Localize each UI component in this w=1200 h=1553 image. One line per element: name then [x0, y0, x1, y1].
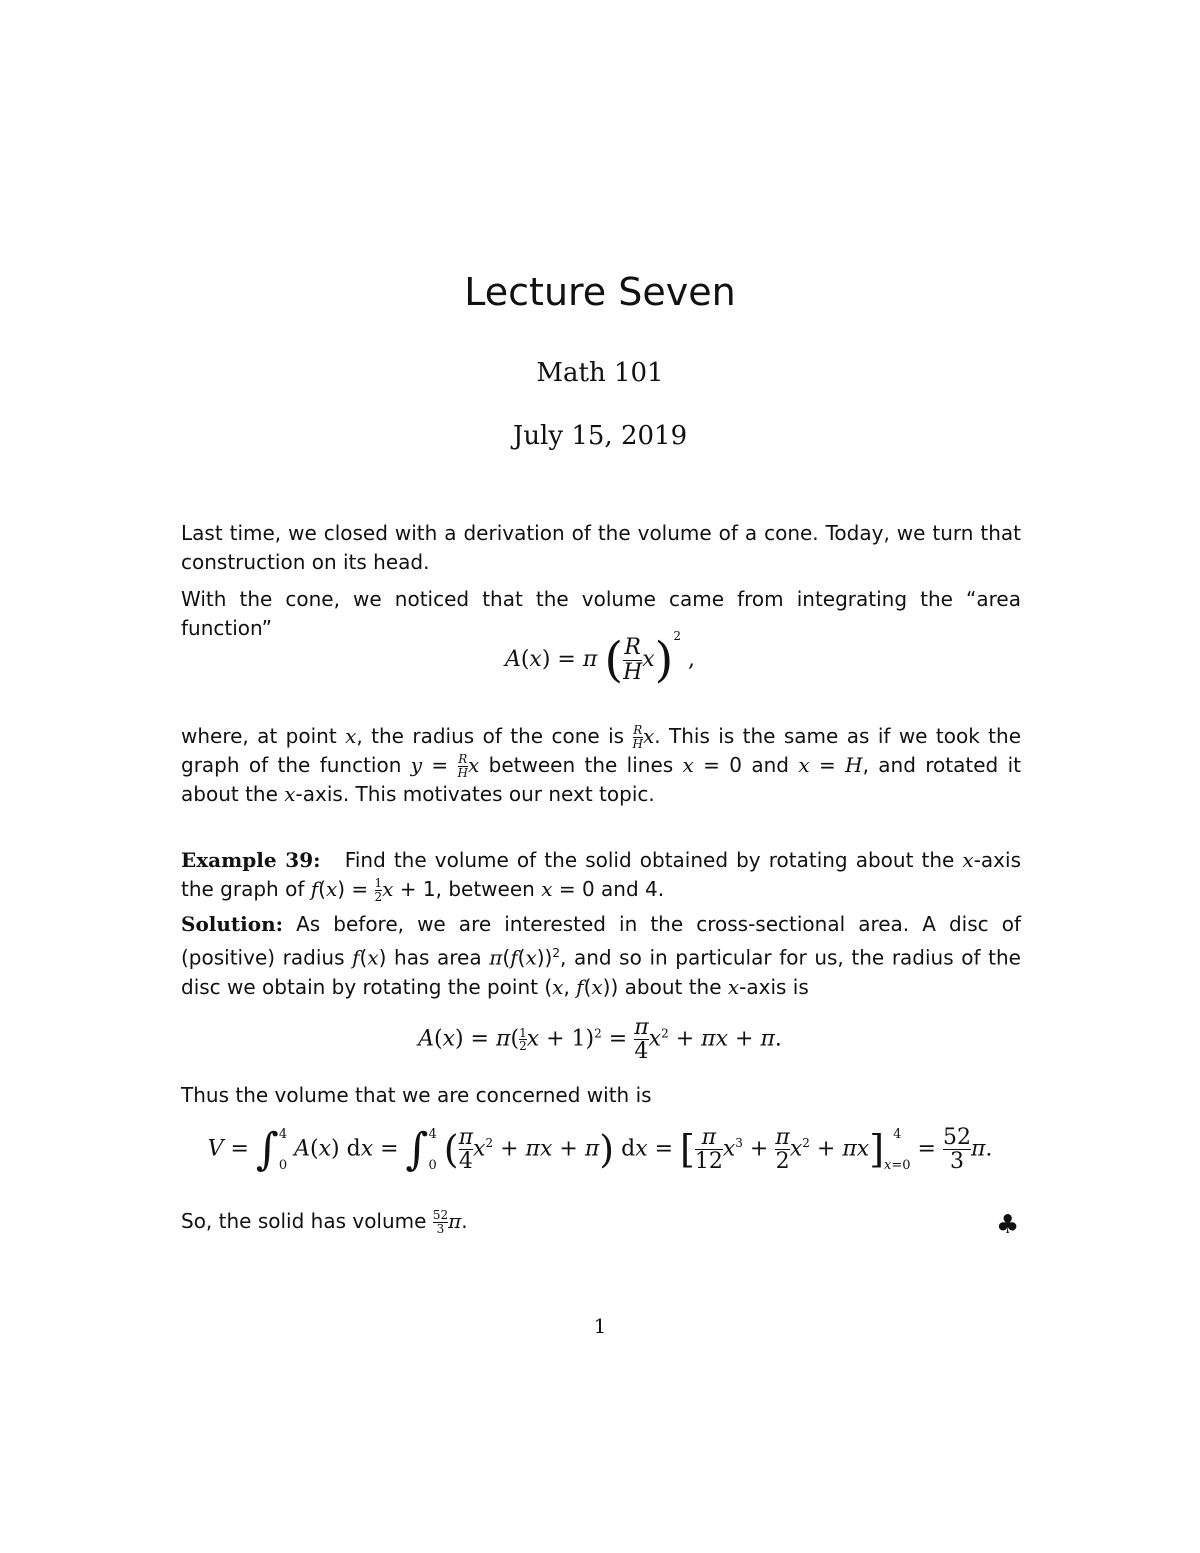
- course-name: Math 101: [536, 358, 664, 388]
- cone-radius-paragraph: where, at point x, the radius of the cone is $\frac{R}{H}$ x. This is the same as if we took the graph of the function y = $\frac{R}{H}$ x between the lines x = 0 and x = H, and rotated it about the x-axis. This motivates our next topic.: [181, 723, 1022, 806]
- intro-text: Last time, we closed with a derivation of the volume of a cone. Today, we turn that construction on its head.: [181, 521, 1021, 574]
- example-label: Example 39:: [181, 848, 321, 872]
- volume-intro: Thus the volume that we are concerned with is: [181, 1083, 652, 1107]
- solution-paragraph: Solution: As before, we are interested in the cross-sectional area. A disc of (positive) radius f(x) has area $\pi(f(x))^2$, and so in particular for us, the radius of the disc we obtain by rotating the point (x, f(x)) about the x-axis is: [181, 912, 1022, 999]
- solution-label: Solution:: [181, 912, 284, 936]
- example-39: Example 39: Find the volume of the solid obtained by rotating about the x-axis the graph of f(x) = $\frac{1}{2}$ x + 1, between x = 0 and 4.: [181, 848, 1021, 904]
- lecture-date: July 15, 2019: [512, 421, 688, 451]
- area-function-text: With the cone, we noticed that the volume came from integrating the “area function”: [181, 587, 1021, 640]
- end-of-proof-club-icon: ♣: [996, 1210, 1020, 1240]
- page-number: 1: [593, 1314, 607, 1338]
- volume-integral-equation: V = ∫ 4 0 A(x) dx = ∫ 4 0 ( $\frac{\pi}{4}$ $x^2 + \pi x + \pi$) dx = [ $\frac{\pi}{12}$ $x^3$ + $\frac{\pi}{2}$ $x^2 + \pi x$] 4 x=0 = $\frac{52}{3}$ π.: [207, 1124, 993, 1175]
- conclusion: So, the solid has volume $\frac{52}{3}$ π.: [181, 1208, 468, 1236]
- area-function-equation: A(x) = π ( $\frac{R}{H}$ x)$^2$ ,: [504, 628, 696, 688]
- cross-section-equation: A(x) = π( $\frac{1}{2}$ x + 1)$^2$ = $\frac{\pi}{4}$ $x^2 + \pi x + \pi$.: [418, 1015, 782, 1065]
- intro-paragraph: [181, 519, 1021, 577]
- page-title: Lecture Seven: [464, 270, 736, 314]
